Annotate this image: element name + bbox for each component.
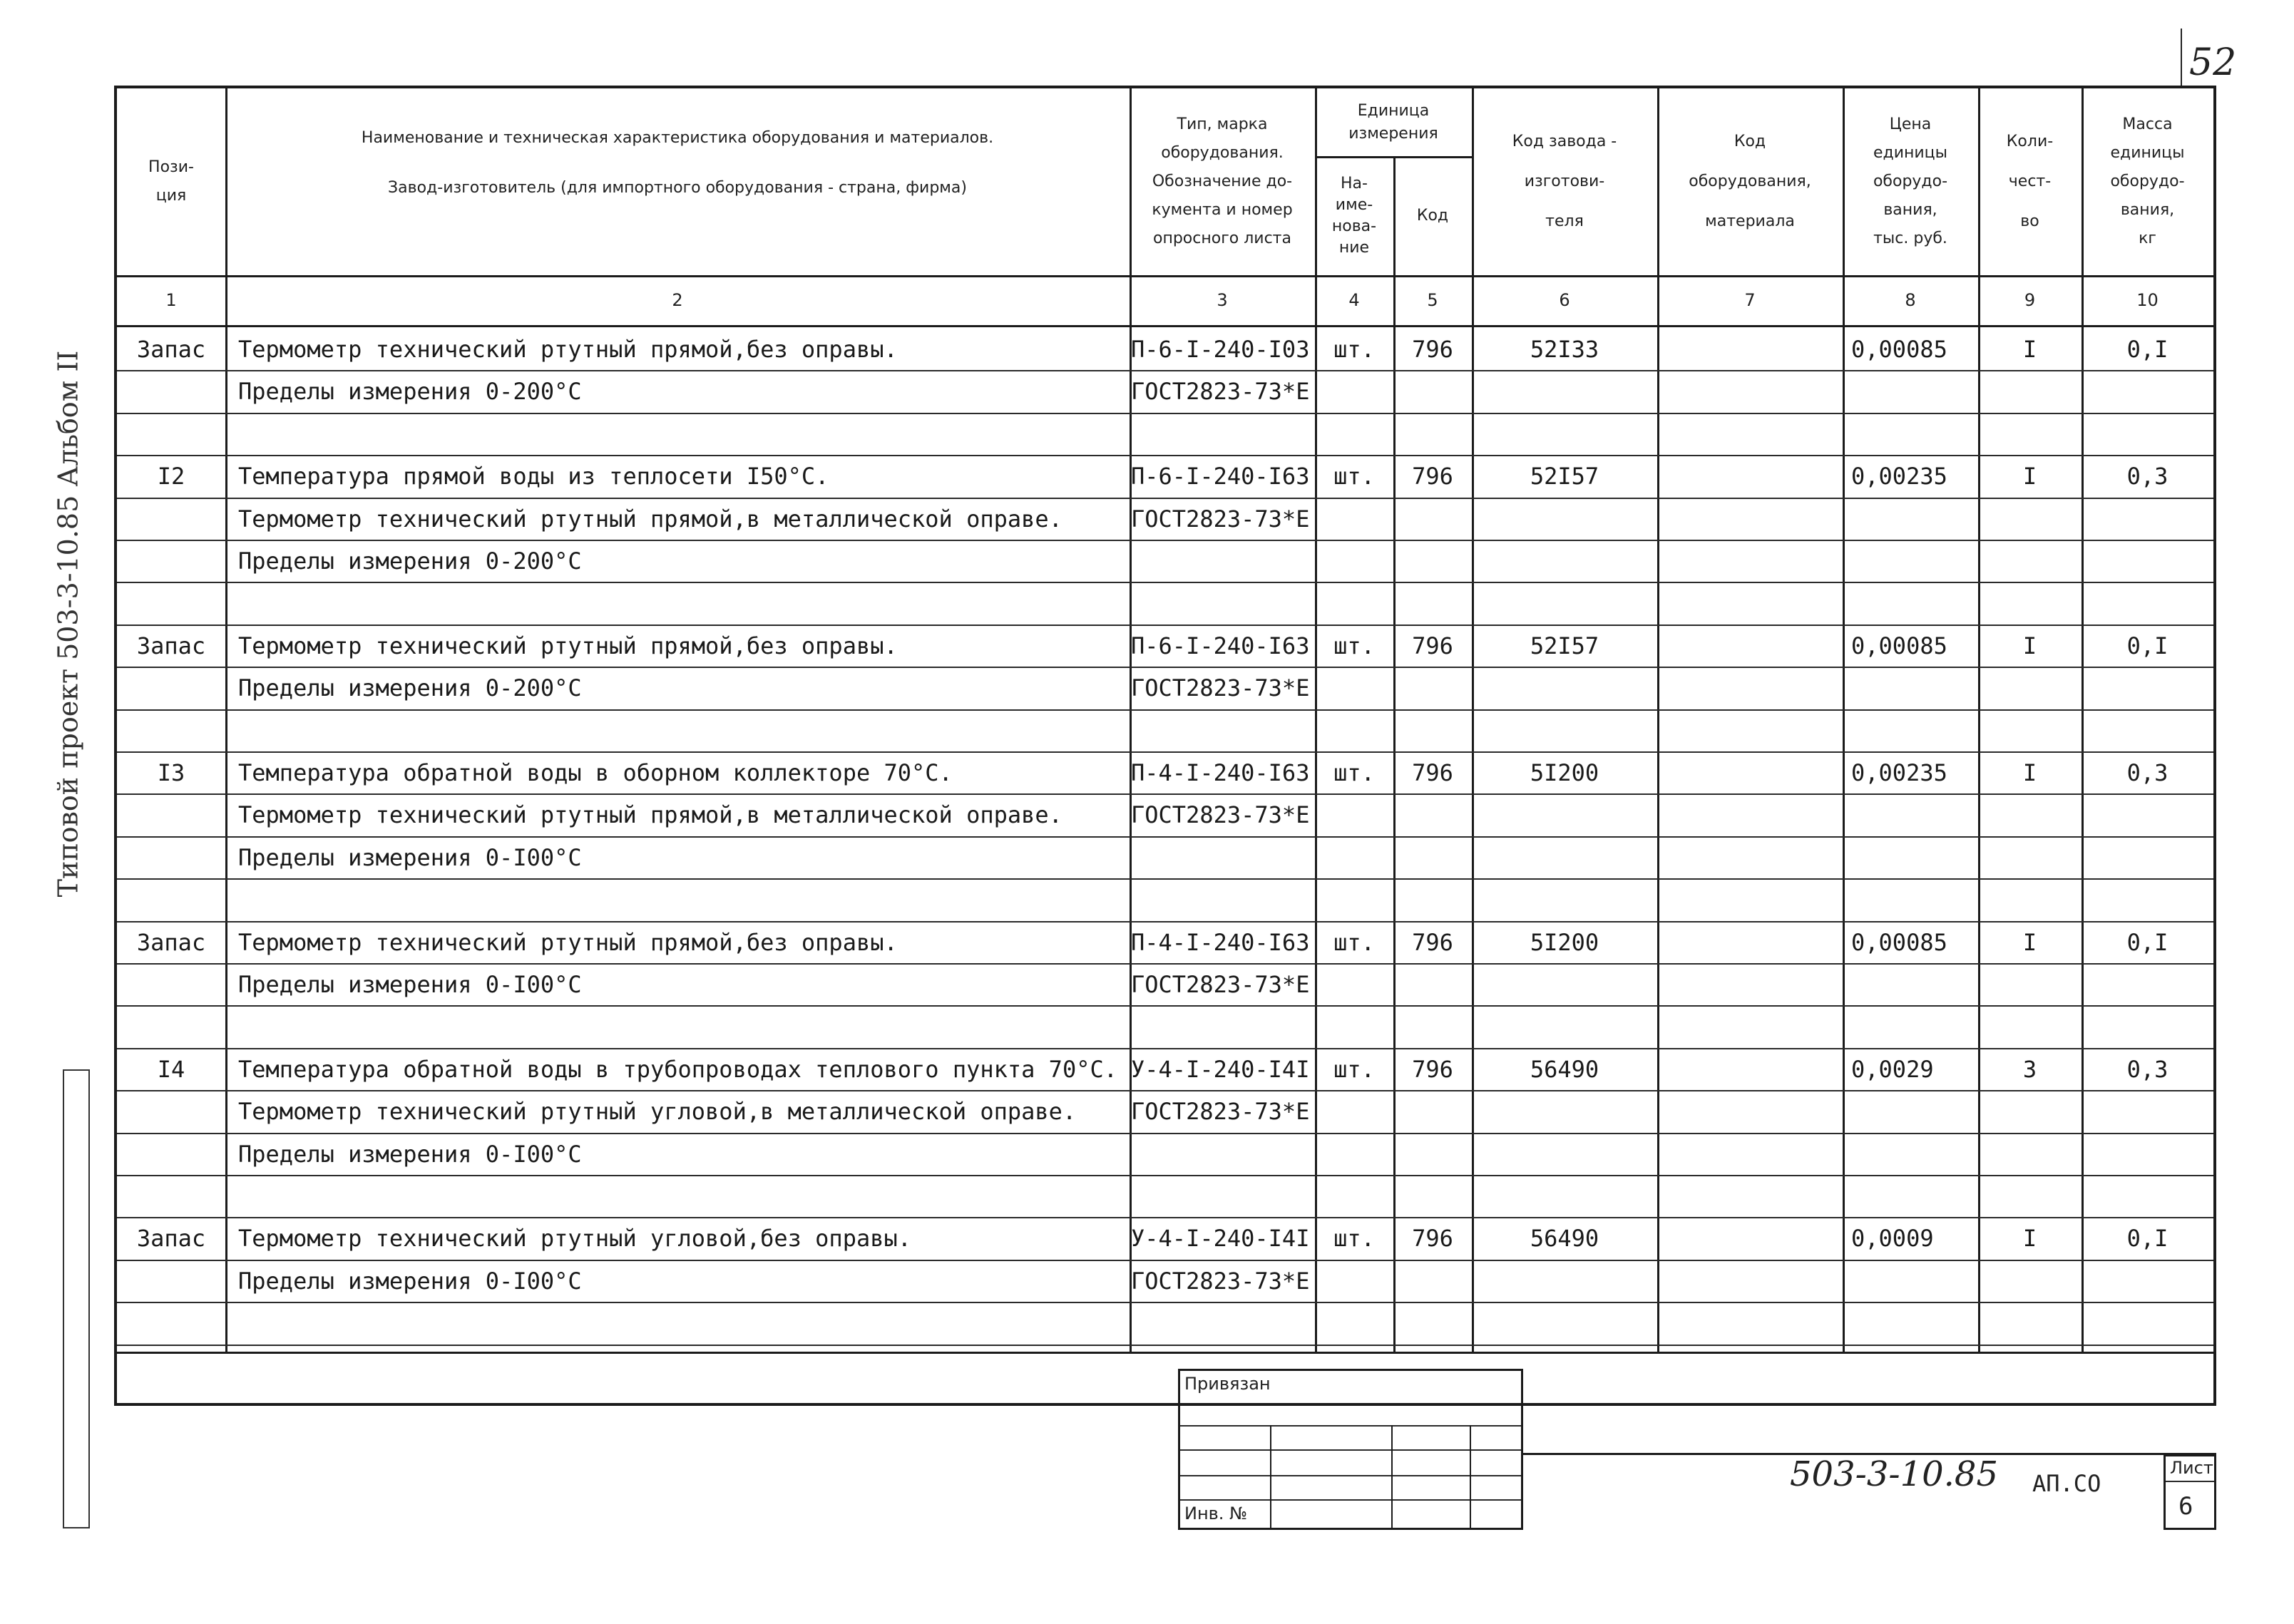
left-margin-text: Типовой проект 503-3-10.85 Альбом II [52,350,84,898]
row-line [117,582,2213,583]
col-number: 7 [1744,290,1756,310]
row-line [117,751,2213,753]
cell-name: Пределы измерения 0-I00°С [238,971,582,998]
row-line [117,1217,2213,1218]
cell-mass: 0,3 [2126,463,2168,490]
cell-quantity: I [2022,463,2037,490]
sheet-box [2164,1454,2216,1530]
sheet-number: 6 [2178,1492,2193,1521]
cell-unit: шт. [1333,1225,1375,1253]
cell-unit-code: 796 [1412,336,1453,363]
row-line [117,667,2213,668]
cell-unit-code: 796 [1412,1055,1453,1083]
cell-unit-code: 796 [1412,632,1453,659]
header-mass: Масса единицы оборудо- вания, кг [2110,115,2185,247]
cell-factory-code: 52I33 [1530,336,1599,363]
row-line [117,1302,2213,1303]
cell-name: Температура прямой воды из теплосети I50°С. [238,463,829,490]
cell-mass: 0,I [2126,632,2168,659]
cell-factory-code: 5I200 [1530,759,1599,786]
header-equipment-code: Код оборудования, материала [1689,133,1811,230]
cell-price: 0,00235 [1851,759,1947,786]
specification-table [114,86,2216,1406]
cell-position: Запас [136,928,206,956]
row-line [117,370,2213,371]
cell-price: 0,0029 [1851,1055,1934,1083]
cell-quantity: I [2022,1225,2037,1253]
cell-factory-code: 56490 [1530,1225,1599,1253]
tied-label: Привязан [1184,1374,1271,1394]
header-name-line1: Наименование и техническая характеристика оборудования и материалов. [361,129,994,147]
cell-name: Пределы измерения 0-200°С [238,674,582,702]
col-number: 9 [2024,290,2036,310]
col-number: 8 [1905,290,1916,310]
header-factory-code: Код завода - изготови- теля [1512,133,1617,230]
cell-factory-code: 52I57 [1530,632,1599,659]
cell-unit-code: 796 [1412,1225,1453,1253]
col-number: 6 [1559,290,1570,310]
row-line [117,540,2213,541]
row-line [117,1048,2213,1049]
row-line [117,498,2213,499]
header-position: Пози- ция [148,158,194,205]
cell-type: П-6-I-240-I03 [1131,336,1310,363]
cell-unit: шт. [1333,1055,1375,1083]
col-number: 10 [2136,290,2159,310]
cell-quantity: I [2022,336,2037,363]
sheet-box-line [2166,1481,2214,1482]
cell-type: П-4-I-240-I63 [1131,928,1310,956]
cell-type: У-4-I-240-I4I [1131,1055,1310,1083]
row-line [117,921,2213,923]
cell-mass: 0,3 [2126,1055,2168,1083]
row-line [117,413,2213,414]
cell-mass: 0,I [2126,336,2168,363]
cell-type: ГОСТ2823-73*Е [1131,505,1310,533]
col-number: 2 [672,290,683,310]
cell-price: 0,0009 [1851,1225,1934,1253]
header-quantity: Коли- чест- во [2006,133,2054,230]
cell-mass: 0,I [2126,1225,2168,1253]
cell-unit: шт. [1333,759,1375,786]
cell-name: Термометр технический ртутный прямой,в металлической оправе. [238,505,1062,533]
cell-type: ГОСТ2823-73*Е [1131,378,1310,406]
column-numbers-line [117,325,2213,327]
cell-position: Запас [136,1225,206,1253]
header-name-line2: Завод-изготовитель (для импортного оборудования - страна, фирма) [388,179,967,197]
cell-quantity: I [2022,928,2037,956]
row-line [117,1345,2213,1346]
cell-name: Температура обратной воды в оборном коллекторе 70°С. [238,759,953,786]
cell-type: ГОСТ2823-73*Е [1131,674,1310,702]
cell-position: I2 [157,463,185,490]
cell-name: Термометр технический ртутный прямой,без оправы. [238,632,898,659]
table-bottom-line [117,1352,2213,1354]
cell-name: Термометр технический ртутный прямой,в металлической оправе. [238,801,1062,829]
cell-quantity: 3 [2022,1055,2037,1083]
inv-label: Инв. № [1184,1504,1248,1523]
row-line [117,1005,2213,1007]
page-number-divider [2181,29,2182,86]
cell-name: Пределы измерения 0-200°С [238,378,582,406]
sheet-label: Лист [2170,1458,2213,1478]
cell-name: Пределы измерения 0-I00°С [238,1267,582,1295]
cell-name: Пределы измерения 0-I00°С [238,843,582,871]
cell-price: 0,00085 [1851,336,1947,363]
header-type: Тип, марка оборудования. Обозначение до- кумента и номер опросного листа [1152,115,1293,247]
cell-unit: шт. [1333,336,1375,363]
cell-unit-code: 796 [1412,463,1453,490]
cell-quantity: I [2022,632,2037,659]
row-line [117,1175,2213,1176]
cell-unit: шт. [1333,632,1375,659]
cell-position: I3 [157,759,185,786]
cell-factory-code: 52I57 [1530,463,1599,490]
cell-name: Температура обратной воды в трубопроводах теплового пункта 70°С. [238,1055,1117,1083]
cell-name: Термометр технический ртутный угловой,без оправы. [238,1225,912,1253]
cell-type: П-6-I-240-I63 [1131,632,1310,659]
row-line [117,793,2213,795]
cell-position: Запас [136,632,206,659]
cell-type: П-6-I-240-I63 [1131,463,1310,490]
col-number: 1 [165,290,177,310]
row-line [117,625,2213,626]
header-unit-code: Код [1416,206,1449,225]
stamp-col [1470,1425,1471,1528]
cell-price: 0,00085 [1851,632,1947,659]
page-number: 52 [2189,41,2237,84]
cell-unit: шт. [1333,463,1375,490]
row-line [117,1133,2213,1134]
row-line [117,1090,2213,1091]
tied-stamp-box [1178,1369,1523,1530]
cell-factory-code: 5I200 [1530,928,1599,956]
row-line [117,963,2213,965]
cell-unit-code: 796 [1412,759,1453,786]
cell-factory-code: 56490 [1530,1055,1599,1083]
cell-name: Термометр технический ртутный прямой,без оправы. [238,928,898,956]
stamp-col [1270,1425,1271,1528]
row-line [117,709,2213,711]
document-code: АП.СО [2032,1470,2101,1497]
cell-mass: 0,I [2126,928,2168,956]
cell-type: ГОСТ2823-73*Е [1131,1098,1310,1126]
cell-quantity: I [2022,759,2037,786]
cell-type: У-4-I-240-I4I [1131,1225,1310,1253]
cell-position: Запас [136,336,206,363]
document-number: 503-3-10.85 [1790,1454,1999,1494]
cell-name: Термометр технический ртутный прямой,без оправы. [238,336,898,363]
header-unit-group: Единица измерения [1348,101,1438,143]
cell-type: ГОСТ2823-73*Е [1131,1267,1310,1295]
cell-type: П-4-I-240-I63 [1131,759,1310,786]
cell-name: Пределы измерения 0-I00°С [238,1140,582,1168]
row-line [117,1260,2213,1261]
cell-unit: шт. [1333,928,1375,956]
row-line [117,878,2213,880]
header-price: Цена единицы оборудо- вания, тыс. руб. [1873,115,1948,247]
col-number: 5 [1427,290,1438,310]
approval-margin-box [63,1069,90,1528]
col-number: 3 [1217,290,1228,310]
cell-mass: 0,3 [2126,759,2168,786]
cell-price: 0,00235 [1851,463,1947,490]
cell-position: I4 [157,1055,185,1083]
cell-type: ГОСТ2823-73*Е [1131,971,1310,998]
cell-name: Пределы измерения 0-200°С [238,548,582,575]
left-margin-title [36,214,100,1034]
col-number: 4 [1348,290,1360,310]
header-unit-name: На- име- нова- ние [1331,174,1377,257]
cell-type: ГОСТ2823-73*Е [1131,801,1310,829]
cell-price: 0,00085 [1851,928,1947,956]
cell-name: Термометр технический ртутный угловой,в металлической оправе. [238,1098,1077,1126]
stamp-col [1391,1425,1393,1528]
row-line [117,455,2213,456]
row-line [117,836,2213,838]
cell-unit-code: 796 [1412,928,1453,956]
